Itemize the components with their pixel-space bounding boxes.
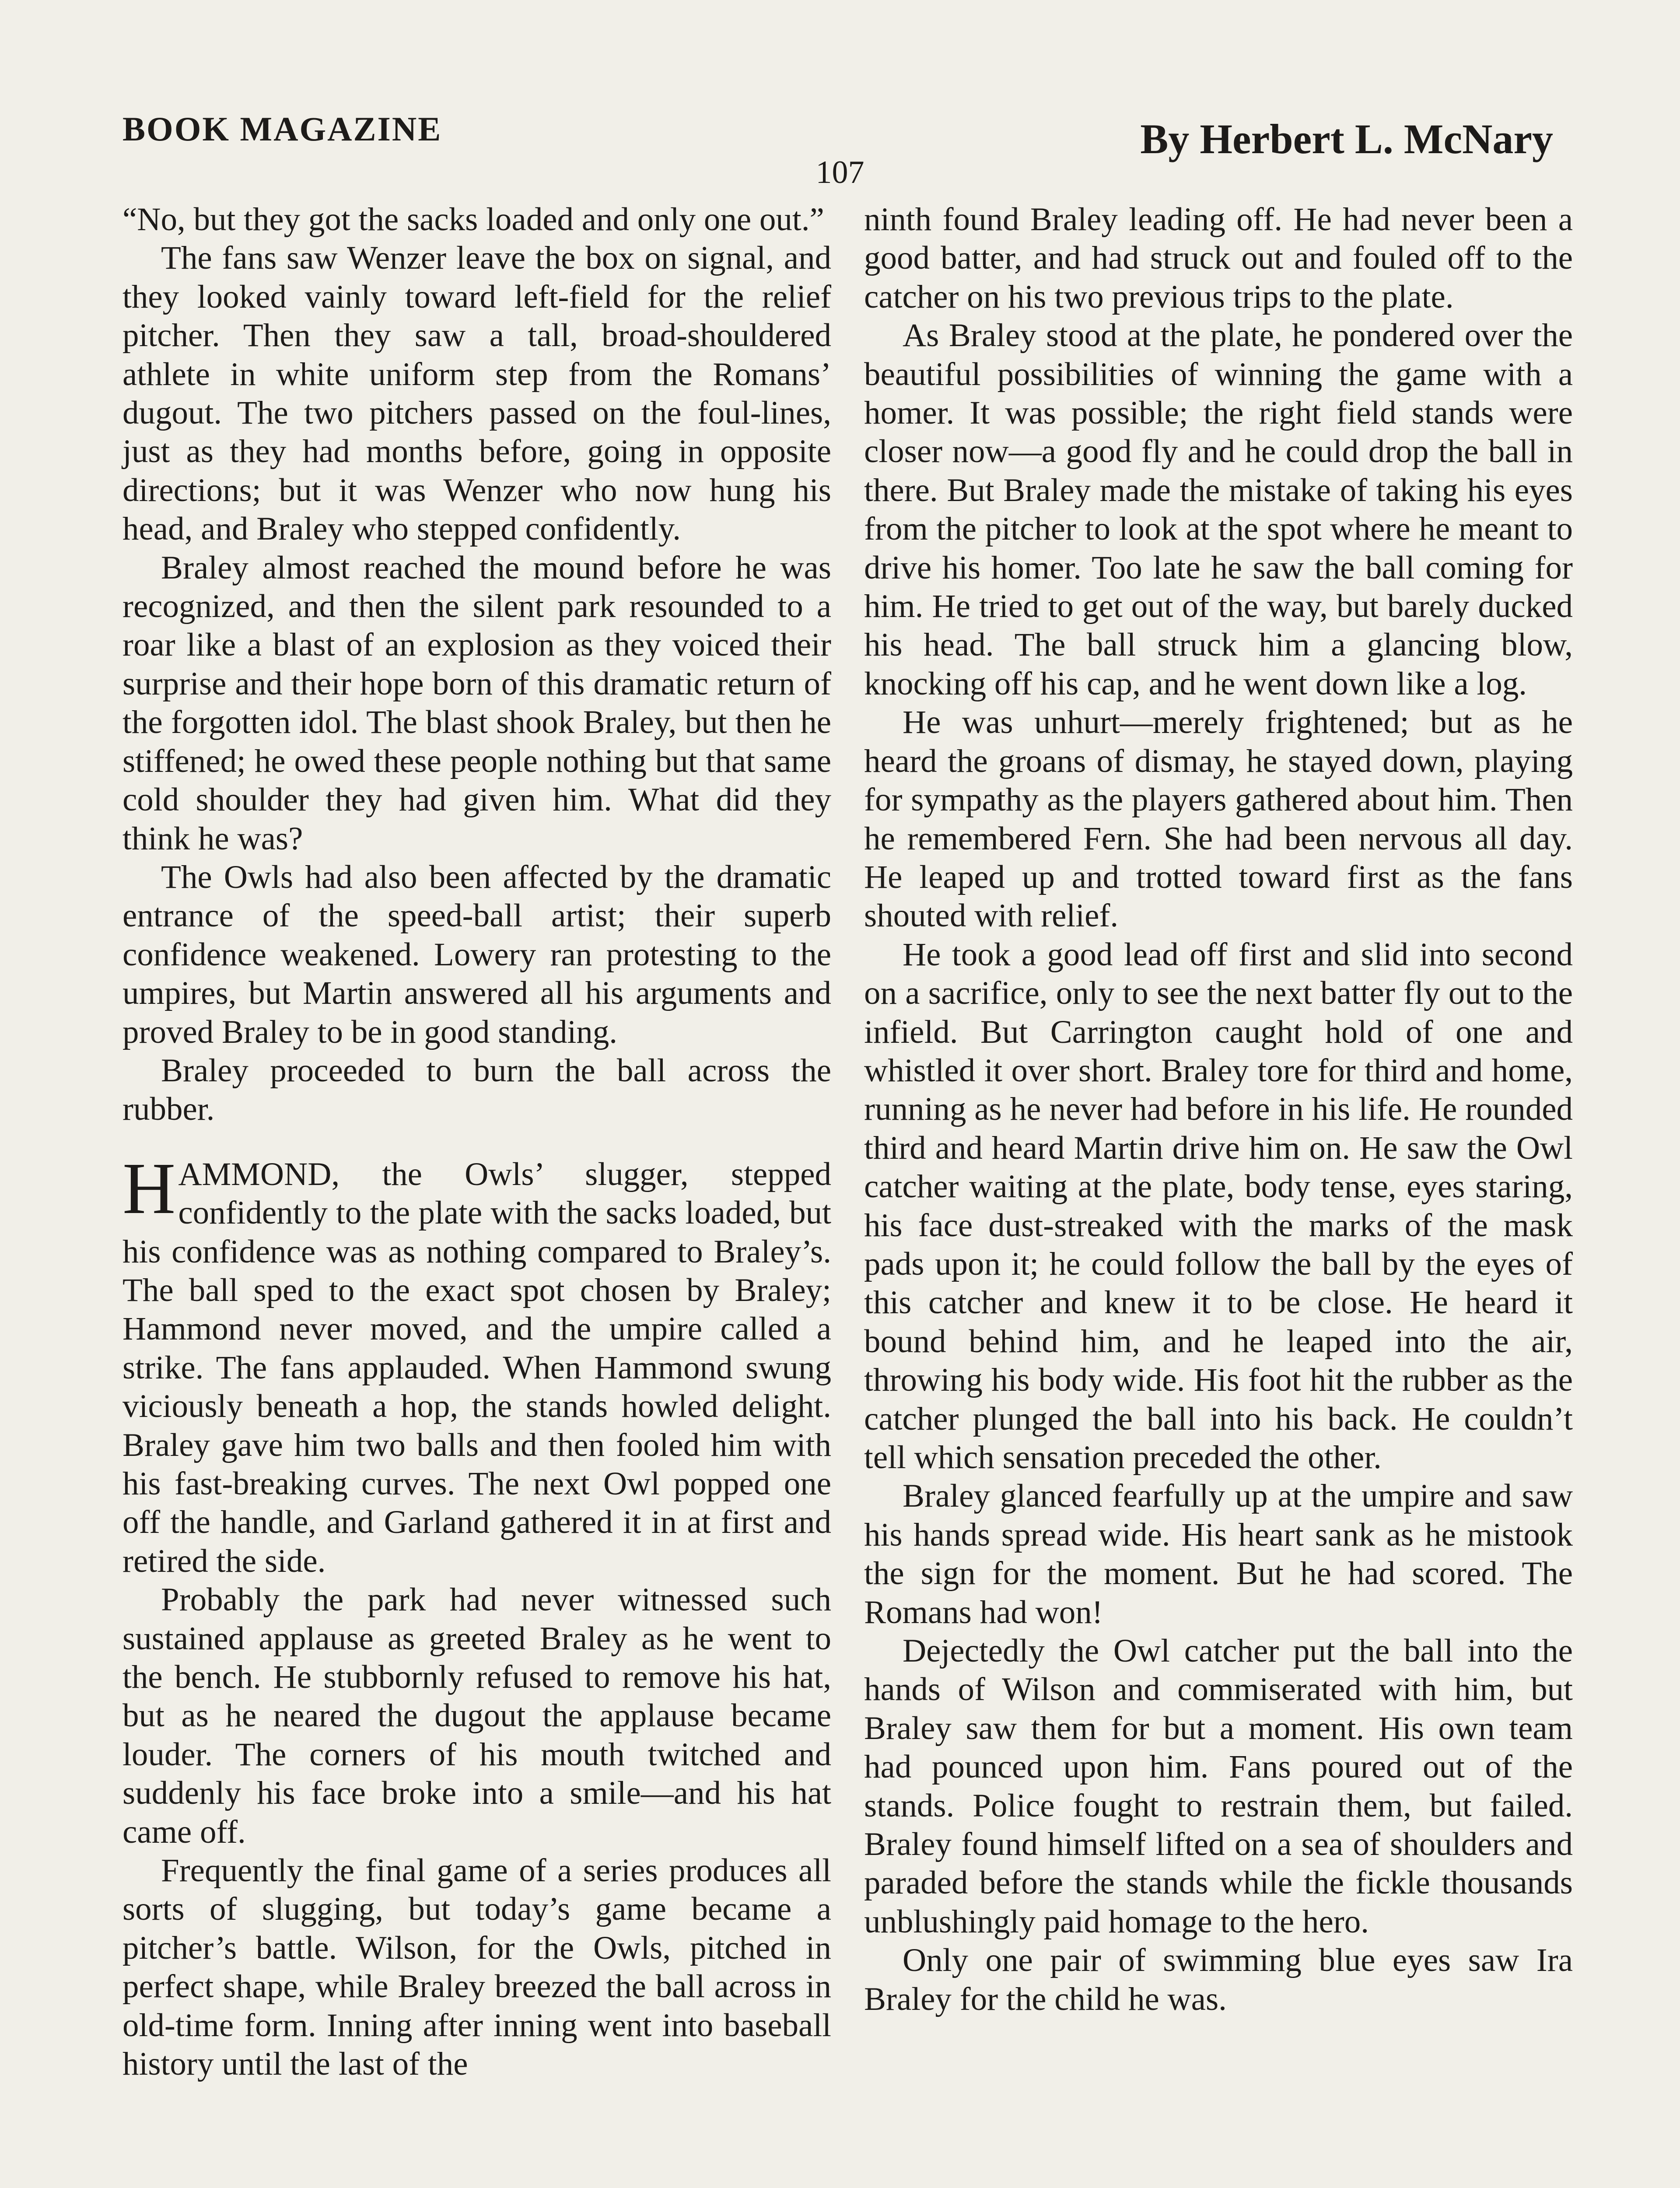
paragraph: Dejectedly the Owl catcher put the ball into the hands of Wilson and commiserated with him, but Braley saw them for but a moment. His own team had pounced upon him. Fans poured out of the stands. Police fought to restrain them, but failed. Braley found himself lifted on a sea of shoulders and paraded before the stands while the fickle thousands unblushingly paid homage to the hero. <box>864 1633 1573 1940</box>
right-column <box>864 200 1573 2019</box>
paragraph: “No, but they got the sacks loaded and only one out.” <box>122 201 824 238</box>
dropcap-word: AMMOND, <box>178 1156 340 1192</box>
paragraph: The Owls had also been affected by the dramatic entrance of the speed-ball artist; their superb confidence weakened. Lowery ran protesting to the umpires, but Martin answered all his arguments and proved Braley to be in good standing. <box>122 859 831 1050</box>
author-byline: By Herbert L. McNary <box>1140 116 1553 162</box>
paragraph-text: the Owls’ slugger, stepped confidently to the plate with the sacks loaded, but his confidence was as nothing compared to Braley’s. The ball sped to the exact spot chosen by Braley; Hammond never moved, and the umpire called a strike. The fans applauded. When Hammond swung viciously beneath a hop, the stands howled delight. Braley gave him two balls and then fooled him with his fast-breaking curves. The next Owl popped one off the handle, and Garland gathered it in at first and retired the side. <box>122 1156 831 1579</box>
left-column <box>122 200 831 2084</box>
drop-cap-letter: H <box>122 1147 176 1229</box>
paragraph: Braley almost reached the mound before he was recognized, and then the silent park resounded to a roar like a blast of an explosion as they voiced their surprise and their hope born of this dramatic return of the forgotten idol. The blast shook Braley, but then he stiffened; he owed these people nothing but that same cold shoulder they had given him. What did they think he was? <box>122 549 831 857</box>
paragraph: As Braley stood at the plate, he pondered over the beautiful possibilities of winning the game with a homer. It was possible; the right field stands were closer now—a good fly and he could drop the ball in there. But Braley made the mistake of taking his eyes from the pitcher to look at the spot where he meant to drive his homer. Too late he saw the ball coming for him. He tried to get out of the way, but barely ducked his head. The ball struck him a glancing blow, knocking off his cap, and he went down like a log. <box>864 317 1573 702</box>
paragraph: Braley proceeded to burn the ball across the rubber. <box>122 1052 831 1128</box>
paragraph: ninth found Braley leading off. He had never been a good batter, and had struck out and fouled off to the catcher on his two previous trips to the plate. <box>864 201 1573 315</box>
paragraph: Probably the park had never witnessed such sustained applause as greeted Braley as he went to the bench. He stubbornly refused to remove his hat, but as he neared the dugout the applause became louder. The corners of his mouth twitched and suddenly his face broke into a smile—and his hat came off. <box>122 1581 831 1850</box>
paragraph: He took a good lead off first and slid into second on a sacrifice, only to see the next batter fly out to the infield. But Carrington caught hold of one and whistled it over short. Braley tore for third and home, running as he never had before in his life. He rounded third and heard Martin drive him on. He saw the Owl catcher waiting at the plate, body tense, eyes staring, his face dust-streaked with the marks of the mask pads upon it; he could follow the ball by the eyes of this catcher and knew it to be close. He heard it bound behind him, and he leaped into the air, throwing his body wide. His foot hit the rubber as the catcher plunged the ball into his back. He couldn’t tell which sensation preceded the other. <box>864 936 1573 1476</box>
publication-title: BOOK MAGAZINE <box>122 110 442 148</box>
page-number: 107 <box>816 154 864 190</box>
paragraph: He was unhurt—merely frightened; but as he heard the groans of dismay, he stayed down, playing for sympathy as the players gathered about him. Then he remembered Fern. She had been nervous all day. He leaped up and trotted toward first as the fans shouted with relief. <box>864 704 1573 934</box>
paragraph: Only one pair of swimming blue eyes saw Ira Braley for the child he was. <box>864 1942 1573 2017</box>
paragraph: Braley glanced fearfully up at the umpire and saw his hands spread wide. His heart sank as he mistook the sign for the moment. But he had scored. The Romans had won! <box>864 1478 1573 1630</box>
paragraph: The fans saw Wenzer leave the box on signal, and they looked vainly toward left-field for the relief pitcher. Then they saw a tall, broad-shouldered athlete in white uniform step from the Romans’ dugout. The two pitchers passed on the foul-lines, just as they had months before, going in opposite directions; but it was Wenzer who now hung his head, and Braley who stepped confidently. <box>122 240 831 547</box>
section-break <box>122 1129 831 1155</box>
dropcap-paragraph <box>122 1147 831 1581</box>
paragraph: Frequently the final game of a series produces all sorts of slugging, but today’s game became a pitcher’s battle. Wilson, for the Owls, pitched in perfect shape, while Braley breezed the ball across in old-time form. Inning after inning went into baseball history until the last of the <box>122 1852 831 2083</box>
